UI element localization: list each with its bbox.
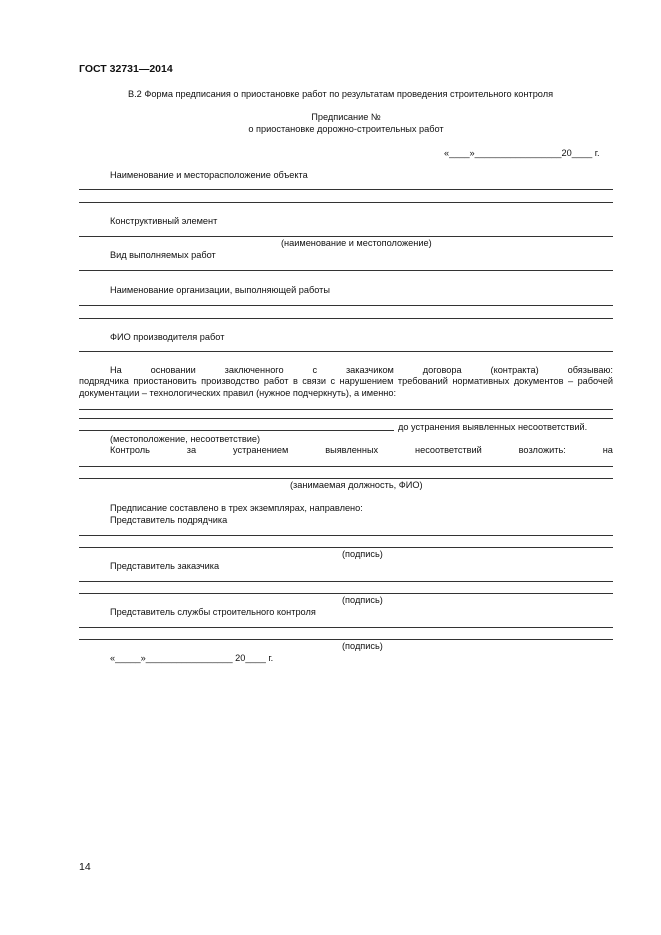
- control-word: устранением: [233, 445, 289, 455]
- basis-word: (контракта): [490, 365, 539, 375]
- contractor-fill-line-1[interactable]: [79, 535, 613, 536]
- object-field-label: Наименование и месторасположение объекта: [110, 170, 308, 180]
- foreman-fill-line[interactable]: [79, 351, 613, 352]
- violation-fill-line-1[interactable]: [79, 409, 613, 410]
- page-number: 14: [79, 861, 91, 873]
- basis-paragraph: подрядчика приостановить производство работ в связи с нарушением требований нормативных документов – рабочей документации – технологических правил (нужное подчеркнуть), а именно:: [79, 376, 613, 398]
- bottom-date-line: «_____»_________________ 20____ г.: [110, 653, 274, 663]
- basis-word: заключенного: [224, 365, 284, 375]
- contractor-fill-line-2[interactable]: [79, 547, 613, 548]
- work-type-label: Вид выполняемых работ: [110, 250, 216, 260]
- basis-word: обязываю:: [567, 365, 613, 375]
- responsible-fill-line-1[interactable]: [79, 466, 613, 467]
- work-type-fill-line[interactable]: [79, 270, 613, 271]
- control-service-label: Представитель службы строительного контроля: [110, 607, 316, 617]
- customer-signature-hint: (подпись): [342, 595, 383, 605]
- form-title: Предписание №: [311, 112, 381, 122]
- organization-fill-line-2[interactable]: [79, 318, 613, 319]
- until-text: до устранения выявленных несоответствий.: [398, 422, 588, 432]
- form-intro-heading: В.2 Форма предписания о приостановке работ по результатам проведения строительного контроля: [128, 89, 554, 99]
- form-subtitle: о приостановке дорожно-строительных работ: [248, 124, 444, 134]
- basis-word: На: [110, 365, 122, 375]
- customer-fill-line-1[interactable]: [79, 581, 613, 582]
- object-fill-line-1[interactable]: [79, 189, 613, 190]
- control-service-fill-line-2[interactable]: [79, 639, 613, 640]
- control-service-fill-line-1[interactable]: [79, 627, 613, 628]
- element-fill-line[interactable]: [79, 236, 613, 237]
- contractor-representative-label: Представитель подрядчика: [110, 515, 228, 525]
- control-word: за: [186, 445, 197, 455]
- object-fill-line-2[interactable]: [79, 202, 613, 203]
- organization-label: Наименование организации, выполняющей работы: [110, 285, 330, 295]
- control-word: несоответствий: [415, 445, 482, 455]
- date-line: «____»_________________20____ г.: [444, 148, 600, 158]
- organization-fill-line-1[interactable]: [79, 305, 613, 306]
- control-word: возложить:: [518, 445, 566, 455]
- element-hint: (наименование и местоположение): [281, 238, 432, 248]
- responsible-fill-line-2[interactable]: [79, 478, 613, 479]
- element-field-label: Конструктивный элемент: [110, 216, 218, 226]
- location-hint: (местоположение, несоответствие): [110, 434, 261, 444]
- control-service-signature-hint: (подпись): [342, 641, 383, 651]
- document-standard-header: ГОСТ 32731—2014: [79, 63, 173, 75]
- basis-first-line: [110, 365, 613, 376]
- basis-word: договора: [422, 365, 462, 375]
- customer-fill-line-2[interactable]: [79, 593, 613, 594]
- control-word: на: [602, 445, 613, 455]
- contractor-signature-hint: (подпись): [342, 549, 383, 559]
- basis-word: с: [312, 365, 318, 375]
- control-word: выявленных: [325, 445, 379, 455]
- foreman-label: ФИО производителя работ: [110, 332, 225, 342]
- basis-word: основании: [150, 365, 196, 375]
- customer-representative-label: Представитель заказчика: [110, 561, 220, 571]
- control-line: [110, 445, 613, 456]
- position-hint: (занимаемая должность, ФИО): [290, 480, 423, 490]
- violation-fill-line-2[interactable]: [79, 418, 613, 419]
- distribution-intro: Предписание составлено в трех экземплярах, направлено:: [110, 503, 363, 513]
- violation-fill-line-3[interactable]: [79, 430, 394, 431]
- basis-word: заказчиком: [345, 365, 394, 375]
- control-word: Контроль: [110, 445, 150, 455]
